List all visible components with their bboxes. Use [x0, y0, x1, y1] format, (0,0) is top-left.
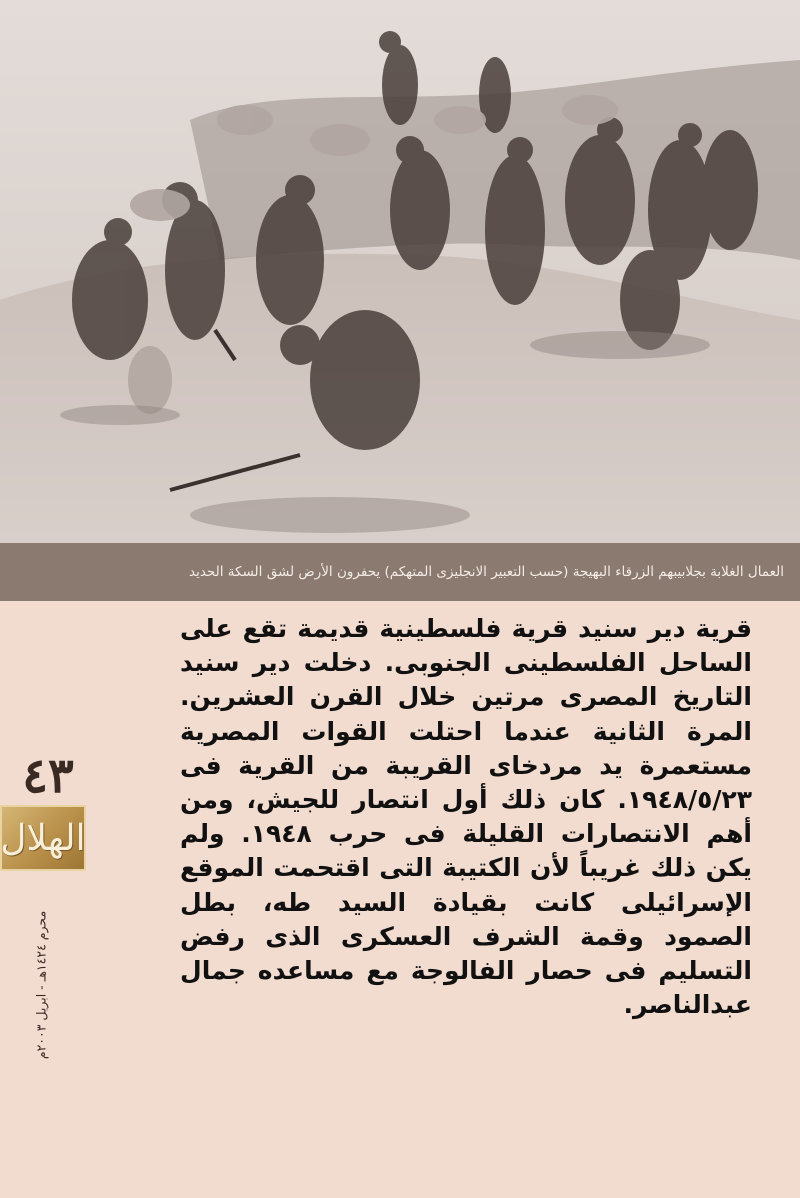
page-number: ٤٣ [22, 748, 74, 804]
article-paragraph: قرية دير سنيد قرية فلسطينية قديمة تقع على الساحل الفلسطينى الجنوبى. دخلت دير سنيد التاريخ المصرى مرتين خلال القرن العشرين. المرة الثانية عندما احتلت القوات المصرية مستعمرة يد مردخاى القريبة من القرية فى ١٩٤٨/٥/٢٣. كان ذلك أول انتصار للجيش، ومن أهم الانتصارات القليلة فى حرب ١٩٤٨. ولم يكن ذلك غريباً لأن الكتيبة التى اقتحمت الموقع الإسرائيلى كانت بقيادة السيد طه، بطل الصمود وقمة الشرف العسكرى الذى رفض التسليم فى حصار الفالوجة مع مساعده جمال عبدالناصر. [180, 614, 752, 1020]
historical-photo [0, 0, 800, 543]
issue-date-container [30, 885, 52, 1085]
issue-date: محرم ١٤٢٤هـ - ابريل ٢٠٠٣م [33, 910, 49, 1060]
photo-caption: العمال الغلابة بجلابيبهم الزرقاء البهيجة (حسب التعبير الانجليزى المتهكم) يحفرون الأرض لشق السكة الحديد [189, 564, 784, 580]
workers-digging-photo [0, 0, 800, 543]
magazine-logo [0, 805, 86, 871]
photo-caption-bar [0, 543, 800, 601]
magazine-logo-text: الهلال [0, 817, 86, 859]
